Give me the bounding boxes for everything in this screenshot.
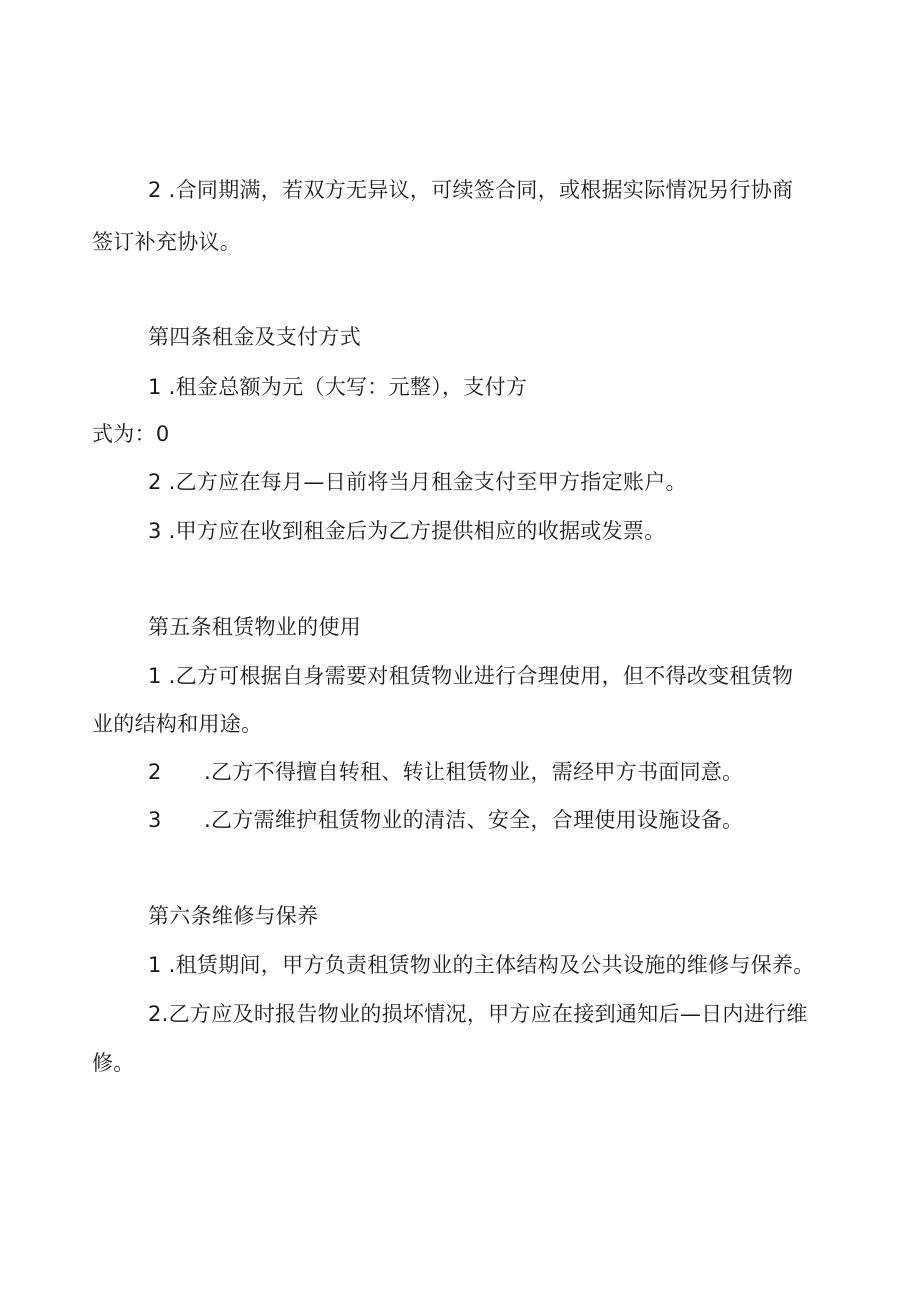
section5-item1-line1: 1 .乙方可根据自身需要对租赁物业进行合理使用，但不得改变租赁物: [148, 664, 794, 688]
section5-item2: [148, 759, 743, 785]
section4-item2: 2 .乙方应在每月—日前将当月租金支付至甲方指定账户。: [148, 470, 687, 494]
section5-item3-text: .乙方需维护租赁物业的清洁、安全，合理使用设施设备。: [204, 808, 744, 832]
section3-item2-line1: 2 .合同期满，若双方无异议，可续签合同，或根据实际情况另行协商: [148, 178, 794, 202]
section5-item2-text: .乙方不得擅自转租、转让租赁物业，需经甲方书面同意。: [204, 760, 744, 784]
section5-item2-number: 2: [148, 760, 162, 784]
section5-item1-line2: 业的结构和用途。: [92, 712, 263, 736]
section5-item3-number: 3: [148, 808, 162, 832]
section6-item1: 1 .租赁期间，甲方负责租赁物业的主体结构及公共设施的维修与保养。: [148, 953, 815, 977]
section6-item2-line2: 修。: [92, 1051, 135, 1075]
section4-item1-line1: 1 .租金总额为元（大写：元整），支付方: [148, 375, 528, 399]
section4-item1-line2: 式为：0: [92, 422, 170, 446]
section5-item3: [148, 807, 743, 833]
section6-item2-line1: 2.乙方应及时报告物业的损坏情况，甲方应在接到通知后—日内进行维: [148, 1002, 808, 1026]
section3-item2-line2: 签订补充协议。: [92, 230, 242, 254]
section4-item3: 3 .甲方应在收到租金后为乙方提供相应的收据或发票。: [148, 519, 666, 543]
section4-heading: 第四条租金及支付方式: [148, 325, 361, 349]
section6-heading: 第六条维修与保养: [148, 904, 319, 928]
section5-heading: 第五条租赁物业的使用: [148, 615, 361, 639]
